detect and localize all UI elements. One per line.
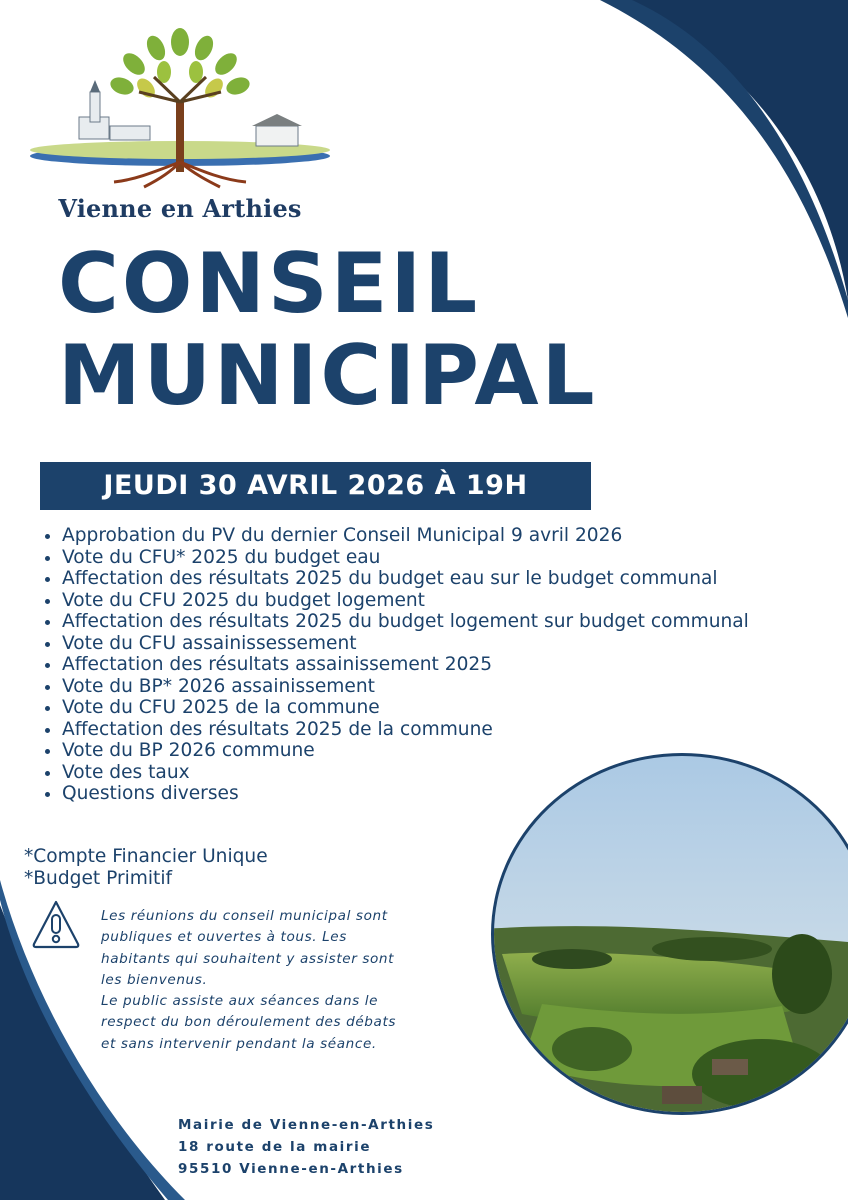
agenda-item: • Vote du CFU 2025 du budget logement (62, 590, 848, 612)
page-title (58, 235, 778, 424)
footnote-bp: *Budget Primitif (24, 868, 173, 889)
agenda-item: • Vote du BP* 2026 assainissement (62, 676, 848, 698)
agenda-item: • Vote du CFU 2025 de la commune (62, 697, 848, 719)
notice-line: les bienvenus. (101, 971, 208, 988)
footnotes (24, 846, 268, 890)
notice-line: Les réunions du conseil municipal sont (101, 908, 388, 924)
notice-line: respect du bon déroulement des débats (101, 1014, 397, 1031)
notice-line: Le public assiste aux séances dans le (101, 993, 379, 1010)
agenda-item: • Approbation du PV du dernier Conseil Municipal 9 avril 2026 (62, 525, 848, 547)
notice-line: habitants qui souhaitent y assister sont (101, 950, 395, 967)
agenda-item: • Vote du CFU assainissessement (62, 633, 848, 655)
date-banner: JEUDI 30 AVRIL 2026 À 19H (40, 462, 591, 510)
title-line-2: MUNICIPAL (58, 327, 598, 424)
agenda-item: • Affectation des résultats 2025 du budget logement sur budget communal (62, 611, 848, 633)
public-notice (101, 906, 461, 1055)
address-line-3: 95510 Vienne-en-Arthies (178, 1161, 404, 1177)
footnote-cfu: *Compte Financier Unique (24, 846, 268, 867)
leaf-canopy (108, 28, 252, 101)
agenda-item: • Vote du CFU* 2025 du budget eau (62, 547, 848, 569)
agenda-item: • Affectation des résultats assainissement 2025 (62, 654, 848, 676)
address-line-2: 18 route de la mairie (178, 1139, 372, 1155)
town-hall-address (178, 1114, 434, 1180)
tree-logo-graphic (24, 22, 336, 192)
agenda-item: • Vote des taux (62, 762, 848, 784)
agenda-item: • Vote du BP 2026 commune (62, 740, 848, 762)
commune-logo (24, 22, 336, 223)
notice-line: et sans intervenir pendant la séance. (101, 1035, 377, 1052)
notice-line: publiques et ouvertes à tous. Les (101, 929, 347, 946)
title-line-1: CONSEIL (58, 235, 481, 332)
warning-icon (30, 898, 82, 952)
agenda-item: • Questions diverses (62, 783, 848, 805)
agenda-item: • Affectation des résultats 2025 de la commune (62, 719, 848, 741)
agenda-item: • Affectation des résultats 2025 du budget eau sur le budget communal (62, 568, 848, 590)
landscape-photo (482, 744, 848, 1122)
address-line-1: Mairie de Vienne-en-Arthies (178, 1117, 435, 1133)
commune-name: Vienne en Arthies (58, 194, 302, 223)
